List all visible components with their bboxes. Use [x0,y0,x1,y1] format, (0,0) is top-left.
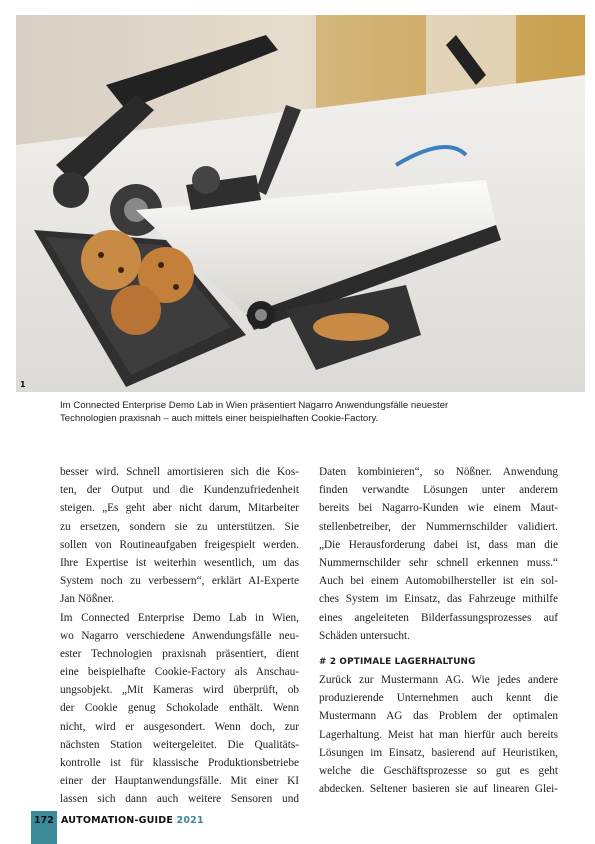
body-line: Daten kombinieren“, so Nößner. Anwendung [319,466,558,478]
body-line: Lösungen im Einsatz, basierend auf Heuristiken, [319,746,558,759]
section-heading: # 2 OPTIMALE LAGERHALTUNG [319,656,476,667]
left-column [60,463,299,809]
body-line: System noch zu verbessern“, erklärt AI-Experte [60,575,299,588]
body-line: bereits bei Nagarro-Kunden wie einem Maut- [319,502,558,515]
body-line: ester Technologien praxisnah präsentiert, dient [60,647,299,660]
body-line: Zurück zur Mustermann AG. Wie jedes andere [319,674,558,687]
body-line: Auch bei einem Automobilhersteller ist ein sol- [319,575,558,588]
caption-line: Technologien praxisnah – auch mittels einer beispielhaften Cookie-Factory. [60,413,379,424]
body-line: eines angeleiteten Bilderfassungsprozesses auf [319,611,558,624]
body-line: nicht, wird er ausgesondert. Wenn doch, zur [60,720,299,733]
body-line: finden verwandte Lösungen unter anderem [319,484,558,497]
body-line: besser wird. Schnell amortisieren sich die Kos- [60,466,299,478]
footer-title [61,815,204,826]
body-line: Schäden untersucht. [319,629,410,642]
photo-illustration [16,15,585,392]
body-line: der Cookie genug Schokolade enthält. Wenn [60,702,299,715]
body-line: „Die Herausforderung dabei ist, dass man die [319,538,558,551]
body-line: zu ersetzen, sondern sie zu unterstützen. Sie [60,520,299,533]
body-line: stellenbetreiber, der Nummernschilder validiert. [319,520,558,533]
right-column [319,463,558,798]
body-line: ungsobjekt. „Mit Kameras wird überprüft, ob [60,684,299,697]
photo-number: 1 [20,380,26,389]
body-line: eine beispielhafte Cookie-Factory als Anschau- [60,666,299,679]
body-line: ches System im Einsatz, das Fahrzeuge mithilfe [319,593,558,606]
body-line: Im Connected Enterprise Demo Lab in Wien, [60,611,299,624]
cookie-factory-photo [16,15,585,392]
body-line: lassen sich dann auch weitere Sensoren und [60,793,299,806]
body-line: welche die Geschäftsprozesse so gut es geht [319,765,558,777]
body-line: wo Nagarro verschiedene Anwendungsfälle neu- [60,629,299,642]
body-line: steigen. „Es geht aber nicht darum, Mitarbeiter [60,502,299,515]
caption-line: Im Connected Enterprise Demo Lab in Wien präsentiert Nagarro Anwendungsfälle neuester [60,400,449,411]
body-line: sollen von Routineaufgaben freigespielt werden. [60,538,299,551]
body-line: ten, der Output und die Kundenzufriedenheit [60,484,299,497]
body-line: Mustermann AG das Problem der optimalen [319,710,558,723]
page-number: 172 [34,815,54,826]
body-line: kontrolle ist für klassische Produktionsbetriebe [60,757,299,769]
body-line: Lagerhaltung. Meist hat man hierfür auch bereits [319,728,558,741]
body-line: Ihre Expertise ist weiterhin wesentlich, um das [60,556,299,569]
body-line: Jan Nößner. [60,593,114,606]
body-line: Nummernschilder sehr schnell erkennen muss.“ [319,556,558,569]
publication-title: AUTOMATION-GUIDE [61,815,174,826]
body-line: einer der Hauptanwendungsfälle. Mit einer KI [60,775,299,788]
body-line: nächsten Station weitergeleitet. Die Qualitäts- [60,738,299,751]
body-line: abdecken. Seltener basieren sie auf linearen Glei- [319,783,558,796]
body-line: produzierende Unternehmen auch kennt die [319,692,558,705]
photo-caption [60,399,530,425]
publication-year: 2021 [176,815,204,826]
